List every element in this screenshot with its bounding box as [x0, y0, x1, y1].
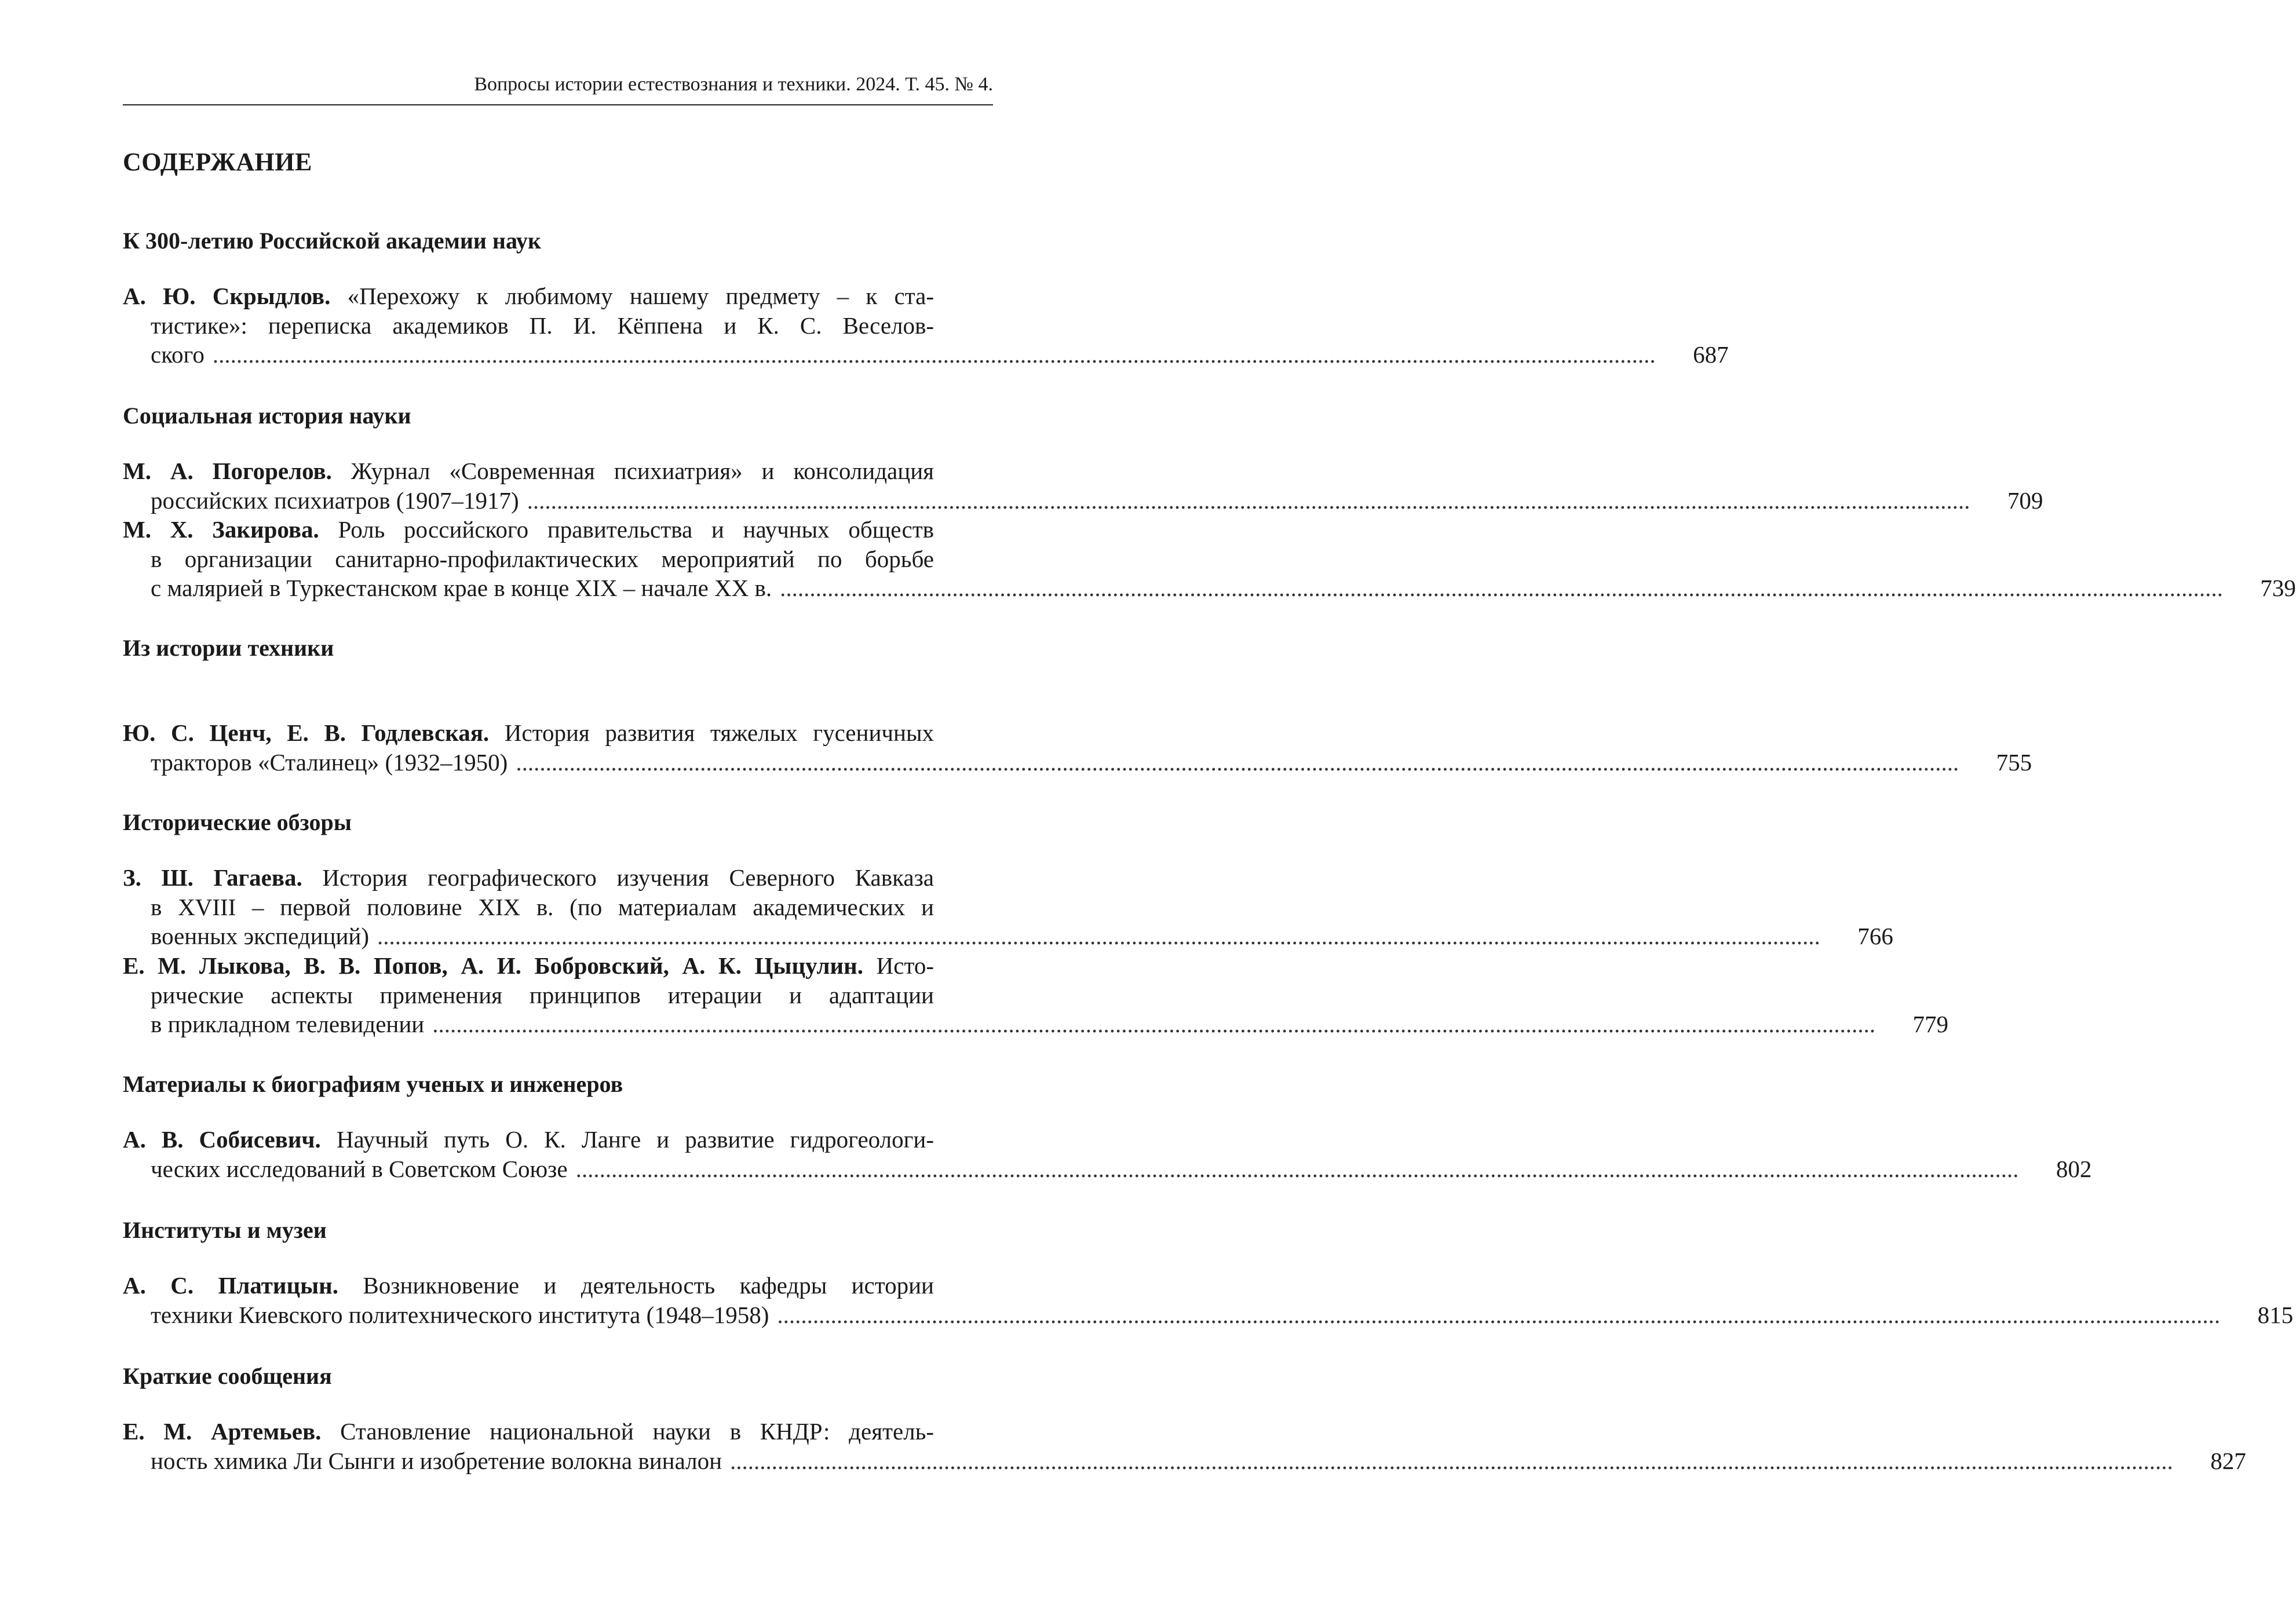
leader-dots: ...................................................................................................................................................................................................................................................: [575, 1155, 2019, 1182]
entry-title-line: тракторов «Сталинец» (1932–1950): [151, 748, 508, 776]
entry-title-line: «Перехожу к любимому нашему предмету – к ста-: [330, 283, 934, 309]
leader-dots: ...................................................................................................................................................................................................................................................: [527, 487, 1970, 514]
entry-title-line: рические аспекты применения принципов итерации и адаптации: [151, 981, 934, 1008]
toc-entry[interactable]: [123, 1125, 2092, 1183]
section-heading: К 300-летию Российской академии наук: [123, 228, 541, 254]
entry-title-line: История географического изучения Северного Кавказа: [302, 864, 934, 891]
page-number: 709: [2007, 487, 2043, 514]
entry-title-line: российских психиатров (1907–1917): [151, 487, 519, 514]
page-number: 766: [1857, 923, 1893, 949]
entry-title-line: в прикладном телевидении: [151, 1011, 425, 1037]
entry-title-line: тистике»: переписка академиков П. И. Кёппена и К. С. Веселов-: [151, 312, 934, 339]
entry-authors: Е. М. Лыкова, В. В. Попов, А. И. Бобровский, А. К. Цыцулин.: [123, 952, 864, 979]
running-header: Вопросы истории естествознания и техники. 2024. Т. 45. № 4.: [474, 74, 993, 95]
section-heading: Краткие сообщения: [123, 1363, 332, 1389]
entry-title-line: Научный путь О. К. Ланге и развитие гидрогеологи-: [320, 1126, 934, 1153]
section-heading: Социальная история науки: [123, 403, 411, 429]
toc-entry[interactable]: [123, 515, 2296, 603]
toc-entry[interactable]: [123, 1417, 2246, 1475]
entry-title-line: в организации санитарно-профилактических мероприятий по борьбе: [151, 545, 934, 572]
entry-authors: А. Ю. Скрыдлов.: [123, 283, 331, 309]
leader-dots: ...................................................................................................................................................................................................................................................: [730, 1447, 2173, 1474]
entry-authors: А. В. Собисевич.: [123, 1126, 321, 1153]
page-number: 779: [1912, 1011, 1948, 1037]
entry-authors: М. Х. Закирова.: [123, 516, 319, 543]
entry-title-line: ского: [151, 341, 205, 368]
page-number: 739: [2260, 575, 2296, 601]
entry-title-line: военных экспедиций): [151, 923, 370, 949]
entry-title-line: техники Киевского политехнического института (1948–1958): [151, 1301, 769, 1328]
toc-entry[interactable]: [123, 951, 1948, 1039]
page-number: 827: [2210, 1447, 2246, 1474]
entry-title-line: ческих исследований в Советском Союзе: [151, 1155, 568, 1182]
leader-dots: ...................................................................................................................................................................................................................................................: [780, 575, 2223, 601]
entry-authors: Е. М. Артемьев.: [123, 1418, 322, 1445]
header-rule: [123, 104, 993, 105]
section-heading: Из истории техники: [123, 635, 334, 661]
entry-title-line: с малярией в Туркестанском крае в конце XIX – начале XX в.: [151, 575, 772, 601]
entry-title-line: Возникновение и деятельность кафедры истории: [338, 1272, 934, 1299]
entry-authors: М. А. Погорелов.: [123, 458, 332, 484]
toc-entry[interactable]: [123, 282, 1729, 370]
entry-title-line: в XVIII – первой половине XIX в. (по материалам академических и: [151, 893, 934, 920]
leader-dots: ...................................................................................................................................................................................................................................................: [777, 1301, 2221, 1328]
entry-title-line: Становление национальной науки в КНДР: деятель-: [321, 1418, 934, 1445]
toc-title: СОДЕРЖАНИЕ: [123, 148, 312, 176]
entry-title-line: ность химика Ли Сынги и изобретение волокна виналон: [151, 1447, 722, 1474]
entry-title-line: Журнал «Современная психиатрия» и консолидация: [331, 458, 934, 484]
toc-entry[interactable]: [123, 456, 2043, 515]
toc-entry[interactable]: [123, 718, 2032, 777]
entry-title-line: Роль российского правительства и научных обществ: [319, 516, 934, 543]
toc-entry[interactable]: [123, 863, 1893, 951]
page-number: 755: [1996, 748, 2032, 776]
entry-authors: А. С. Платицын.: [123, 1272, 339, 1299]
toc-entry[interactable]: [123, 1271, 2294, 1329]
page-number: 802: [2056, 1155, 2092, 1182]
leader-dots: ...................................................................................................................................................................................................................................................: [377, 923, 1820, 949]
section-heading: Исторические обзоры: [123, 809, 352, 835]
entry-title-line: История развития тяжелых гусеничных: [489, 719, 934, 746]
page-number: 687: [1693, 341, 1729, 368]
leader-dots: ...................................................................................................................................................................................................................................................: [432, 1011, 1875, 1037]
entry-authors: Ю. С. Ценч, Е. В. Годлевская.: [123, 719, 490, 746]
section-heading: Институты и музеи: [123, 1217, 327, 1243]
section-heading: Материалы к биографиям ученых и инженеров: [123, 1071, 623, 1097]
leader-dots: ...................................................................................................................................................................................................................................................: [516, 748, 1959, 776]
page-number: 815: [2257, 1301, 2294, 1328]
leader-dots: ...................................................................................................................................................................................................................................................: [212, 341, 1656, 368]
entry-authors: З. Ш. Гагаева.: [123, 864, 302, 891]
entry-title-line: Исто-: [863, 952, 934, 979]
